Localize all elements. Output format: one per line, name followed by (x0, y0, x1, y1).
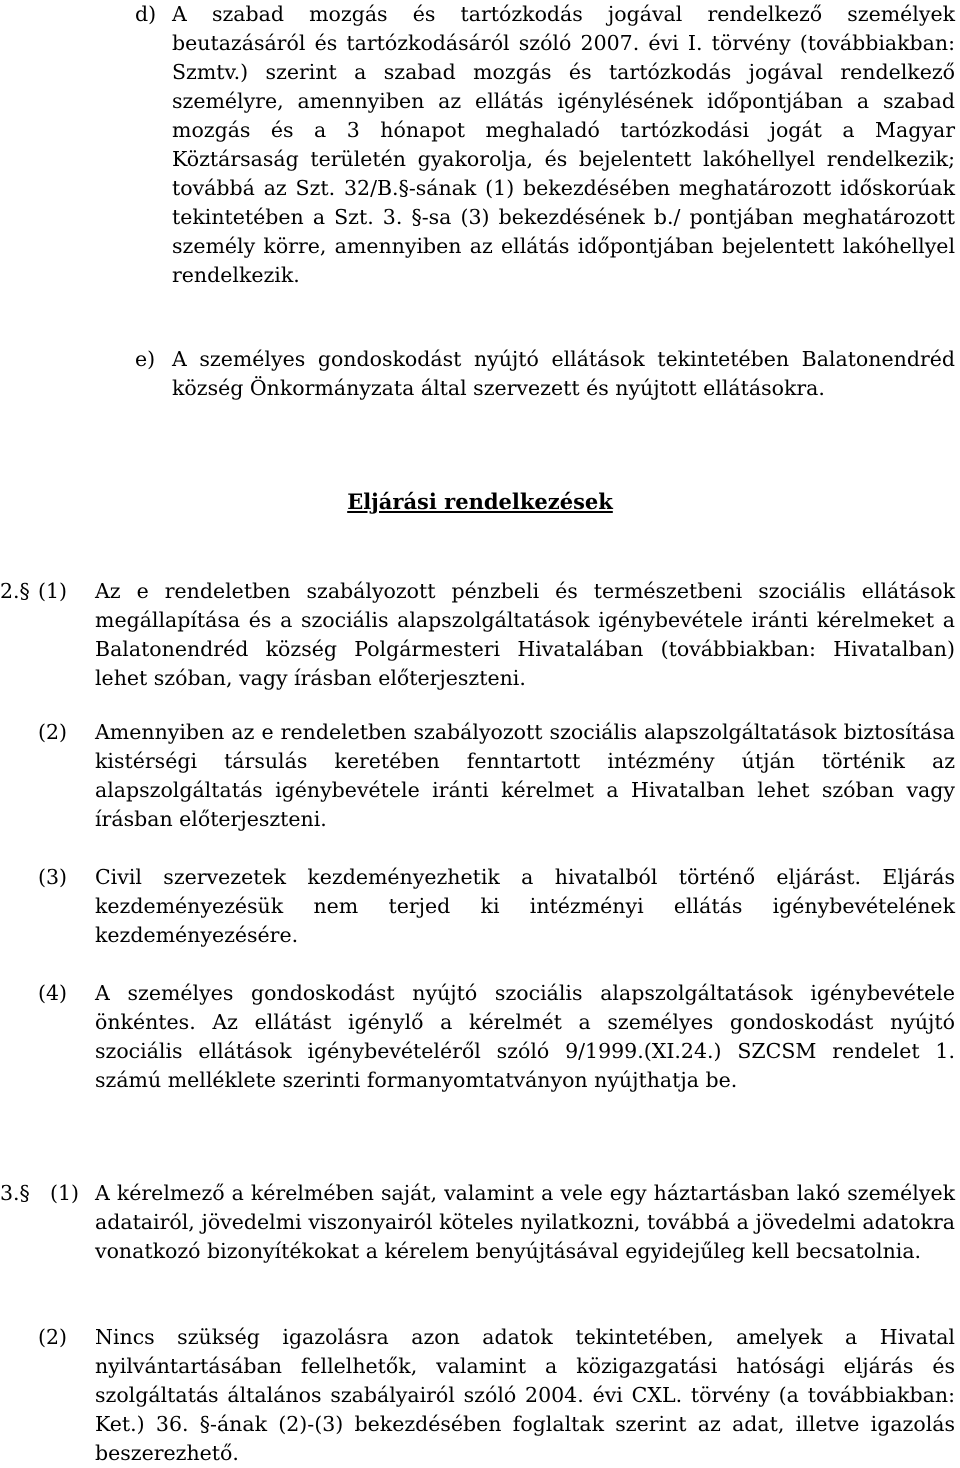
s2-p2-text: Amennyiben az e rendeletben szabályozott szociális alapszolgáltatások biztosítása kistérségi társulás keretében fenntartott intézmény útján történik az alapszolgáltatás igénybevétele iránti kérelmet a Hivatalban lehet szóban vagy írásban előterjeszteni. (95, 720, 955, 831)
item-e-marker: e) (135, 347, 156, 371)
section-2-number: 2.§ (0, 579, 30, 603)
item-d-marker: d) (135, 2, 157, 26)
s2-p4-text: A személyes gondoskodást nyújtó szociális alapszolgáltatások igénybevétele önkéntes. Az ellátást igénylő a kérelmét a személyes gondoskodást nyújtó szociális ellátások igénybevételéről szóló 9/1999.(XI.24.) SZCSM rendelet 1. számú melléklete szerinti formanyomtatványon nyújthatja be. (95, 981, 955, 1092)
section-3-number: 3.§ (0, 1181, 30, 1205)
s2-p1-text: Az e rendeletben szabályozott pénzbeli és természetbeni szociális ellátások megállapítása és a szociális alapszolgáltatások igénybevétele iránti kérelmeket a Balatonendréd község Polgármesteri Hivatalában (továbbiakban: Hivatalban) lehet szóban, vagy írásban előterjeszteni. (95, 579, 955, 690)
s3-p2-number: (2) (38, 1325, 68, 1349)
s2-p3-text: Civil szervezetek kezdeményezhetik a hivatalból történő eljárást. Eljárás kezdeményezésük nem terjed ki intézményi ellátás igénybevételének kezdeményezésére. (95, 865, 955, 947)
s2-p3-number: (3) (38, 865, 68, 889)
item-e-text: A személyes gondoskodást nyújtó ellátások tekintetében Balatonendréd község Önkormányzata által szervezett és nyújtott ellátásokra. (172, 347, 955, 400)
s2-p2-number: (2) (38, 720, 68, 744)
section-heading: Eljárási rendelkezések (347, 489, 613, 514)
s3-p2-text: Nincs szükség igazolásra azon adatok tekintetében, amelyek a Hivatal nyilvántartásában fellelhetők, valamint a közigazgatási hatósági eljárás és szolgáltatás általános szabályairól szóló 2004. évi CXL. törvény (a továbbiakban: Ket.) 36. §-ának (2)-(3) bekezdésében foglaltak szerint az adat, illetve igazolás beszerezhető. (95, 1325, 955, 1465)
item-d-text: A szabad mozgás és tartózkodás jogával rendelkező személyek beutazásáról és tartózkodásáról szóló 2007. évi I. törvény (továbbiakban: Szmtv.) szerint a szabad mozgás és tartózkodás jogával rendelkező személyre, amennyiben az ellátás igénylésének időpontjában a szabad mozgás és a 3 hónapot meghaladó tartózkodási jogát a Magyar Köztársaság területén gyakorolja, és bejelentett lakóhellyel rendelkezik; továbbá az Szt. 32/B.§-sának (1) bekezdésében meghatározott időskorúak tekintetében a Szt. 3. §-sa (3) bekezdésének b./ pontjában meghatározott személy körre, amennyiben az ellátás időpontjában bejelentett lakóhellyel rendelkezik. (172, 2, 955, 287)
s2-p4-number: (4) (38, 981, 68, 1005)
s3-p1-text: A kérelmező a kérelmében saját, valamint a vele egy háztartásban lakó személyek adatairól, jövedelmi viszonyairól köteles nyilatkozni, továbbá a jövedelmi adatokra vonatkozó bizonyítékokat a kérelem benyújtásával egyidejűleg kell becsatolnia. (95, 1181, 955, 1263)
s2-p1-number: (1) (38, 579, 68, 603)
s3-p1-number: (1) (50, 1181, 80, 1205)
